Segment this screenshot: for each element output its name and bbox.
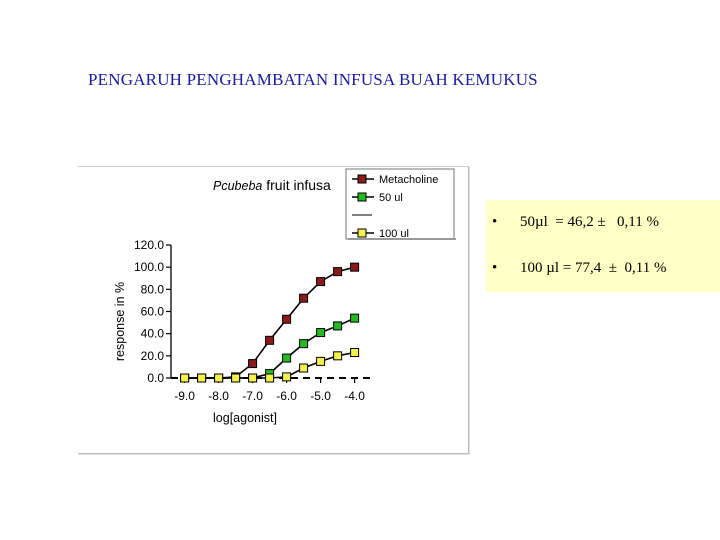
data-point: [351, 314, 359, 322]
series-line-metacholine: [185, 267, 355, 378]
data-point: [317, 278, 325, 286]
data-point: [283, 315, 291, 323]
y-tick-label: 0.0: [147, 371, 164, 385]
legend-label: 50 ul: [379, 192, 403, 204]
data-point: [249, 360, 257, 368]
data-point: [181, 374, 189, 382]
data-point: [300, 364, 308, 372]
data-point: [317, 329, 325, 337]
x-tick-label: -9.0: [174, 389, 195, 403]
y-tick-label: 40.0: [140, 326, 164, 341]
chart-title: [213, 177, 331, 193]
x-tick-label: -8.0: [208, 389, 229, 403]
slide-title: PENGARUH PENGHAMBATAN INFUSA BUAH KEMUKUS: [88, 70, 538, 89]
data-point: [249, 374, 257, 382]
result-text: 100 µl = 77,4 ± 0,11 %: [520, 260, 667, 276]
data-point: [300, 294, 308, 302]
chart-title-species: Pcubeba: [213, 179, 263, 193]
data-point: [198, 374, 206, 382]
data-point: [283, 373, 291, 381]
x-tick-label: -4.0: [344, 389, 365, 403]
data-point: [266, 336, 274, 344]
data-point: [334, 268, 342, 276]
y-tick-label: 60.0: [140, 304, 164, 319]
x-tick-label: -5.0: [310, 389, 331, 403]
dose-response-chart: [78, 167, 468, 453]
series-line-50-ul: [185, 318, 355, 378]
data-point: [283, 354, 291, 362]
legend-label: 100 ul: [379, 228, 409, 240]
data-point: [334, 322, 342, 330]
x-tick-label: -7.0: [242, 389, 263, 403]
legend-label: Metacholine: [379, 174, 439, 186]
data-point: [351, 349, 359, 357]
x-axis-title: log[agonist]: [213, 411, 277, 425]
bullet-icon: •: [492, 214, 498, 230]
y-tick-label: 20.0: [140, 348, 164, 363]
y-tick-label: 120.0: [133, 238, 164, 252]
results-box: [486, 200, 720, 292]
data-point: [232, 374, 240, 382]
chart-title-rest: fruit infusa: [262, 177, 331, 193]
data-point: [300, 340, 308, 348]
y-tick-label: 100.0: [133, 260, 164, 275]
data-point: [317, 357, 325, 365]
x-tick-label: -6.0: [276, 389, 297, 403]
data-point: [351, 263, 359, 271]
y-axis-title: response in %: [113, 281, 127, 362]
legend-marker: [358, 193, 366, 201]
result-text: 50µl = 46,2 ± 0,11 %: [520, 214, 659, 230]
bullet-icon: •: [492, 260, 498, 276]
data-point: [266, 374, 274, 382]
data-point: [334, 352, 342, 360]
chart-panel: [78, 166, 469, 454]
data-point: [215, 374, 223, 382]
legend-marker: [358, 229, 366, 237]
legend-marker: [358, 175, 366, 183]
y-tick-label: 80.0: [140, 282, 164, 297]
